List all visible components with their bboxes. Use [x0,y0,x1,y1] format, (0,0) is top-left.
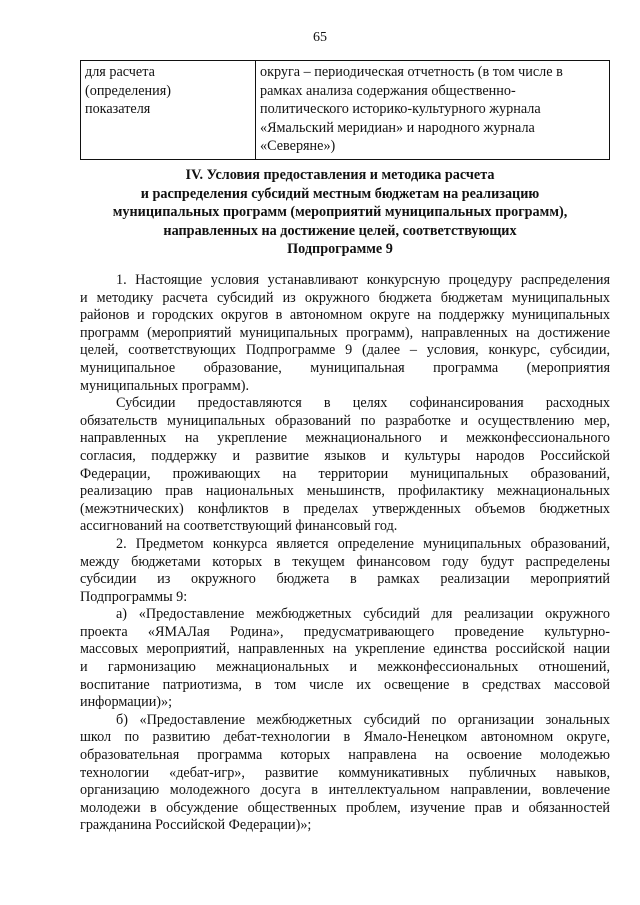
text-line: Федерации, проживающих на территории муниципальных образований, [80,465,610,482]
heading-line: направленных на достижение целей, соответствующих [163,222,517,239]
text-line: массовых мероприятий, направленных на укрепление единства российской нации [80,641,610,658]
section-heading [70,166,610,259]
text-line: районов и городских округов в автономном округе на поддержку муниципальных [80,307,610,324]
text-line: реализацию прав национальных меньшинств, профилактику межнациональных [80,483,610,500]
heading-line: Подпрограмме 9 [287,241,393,258]
table-cell-left [81,61,256,160]
paragraph-b [80,712,610,835]
text-line: целей, соответствующих Подпрограмме 9 (далее – условия, конкурс, субсидии, [80,342,610,359]
paragraph-1 [80,272,610,395]
text-line: (межэтнических) конфликтов в пределах утвержденных объемов бюджетных [80,500,610,517]
text-line: проекта «ЯМАЛая Родина», предусматривающего проведение культурно- [80,623,610,640]
page-number: 65 [313,30,327,45]
paragraph-subsidies [80,395,610,536]
text-line: и гармонизацию межнациональных и межконфессиональных отношений, [80,659,610,676]
text-line: школ по развитию дебат-технологии в Ямало-Ненецком автономном округе, [80,729,610,746]
text-line: 1. Настоящие условия устанавливают конкурсную процедуру распределения [116,272,610,288]
text-line: Субсидии предоставляются в целях софинансирования расходных [116,395,610,412]
text-line: б) «Предоставление межбюджетных субсидий по организации зональных [116,711,610,728]
text-line: технологии «дебат-игр», развитие коммуникативных публичных навыков, [80,764,610,781]
text-line: обязательств муниципальных образований по разработке и осуществлению мер, [80,412,610,429]
table-text-line: (определения) [85,82,171,99]
text-line: согласия, поддержку и развитие языков и культуры народов Российской [80,447,610,464]
text-line: организацию молодежного досуга в интеллектуальном направлении, вовлечение [80,782,610,799]
text-line: субсидии из окружного бюджета в рамках реализации мероприятий [80,571,610,588]
text-line: программ (мероприятий муниципальных программ), направленных на достижение [80,324,610,341]
paragraph-2 [80,536,610,606]
text-line: 2. Предметом конкурса является определение муниципальных образований, [116,535,610,552]
text-line: между бюджетами которых в текущем финансовом году будут распределены [80,553,610,570]
table-text-line: рамках анализа содержания общественно- [260,82,516,99]
text-line: информации)»; [80,694,173,711]
table-text-line: «Ямальский меридиан» и народного журнала [260,119,535,136]
text-line: а) «Предоставление межбюджетных субсидий для реализации окружного [116,606,610,623]
table-text-line: показателя [85,101,151,117]
paragraph-a [80,606,610,712]
heading-line: муниципальных программ (мероприятий муниципальных программ), [112,204,568,221]
table-row [81,61,610,160]
text-line: муниципальное образование, муниципальная программа (мероприятия [80,359,610,376]
table-text-line: «Северяне») [260,138,336,154]
text-line: ассигнований на соответствующий финансовый год. [80,518,398,535]
text-line: гражданина Российской Федерации)»; [80,817,312,834]
text-line: муниципальных программ). [80,377,249,394]
text-line: направленных на укрепление межнационального и межконфессионального [80,430,610,447]
table-text-line: округа – периодическая отчетность (в том числе в [260,64,563,80]
table-text-line: для расчета [85,64,155,80]
text-line: воспитание патриотизма, в том числе их освещение в средствах массовой [80,676,610,693]
text-line: молодежи в обсуждение общественных проблем, изучение прав и обязанностей [80,799,610,816]
text-line: образовательная программа которых направлена на освоение молодежью [80,747,610,764]
heading-line: и распределения субсидий местным бюджетам на реализацию [140,185,540,202]
body-text [80,272,610,835]
table-cell-right [256,61,610,160]
text-line: Подпрограммы 9: [80,588,188,605]
criteria-table [80,60,610,160]
table-text-line: политического историко-культурного журнала [260,101,541,117]
text-line: и методику расчета субсидий из окружного бюджета бюджетам муниципальных [80,289,610,306]
heading-line: IV. Условия предоставления и методика расчета [185,167,495,183]
